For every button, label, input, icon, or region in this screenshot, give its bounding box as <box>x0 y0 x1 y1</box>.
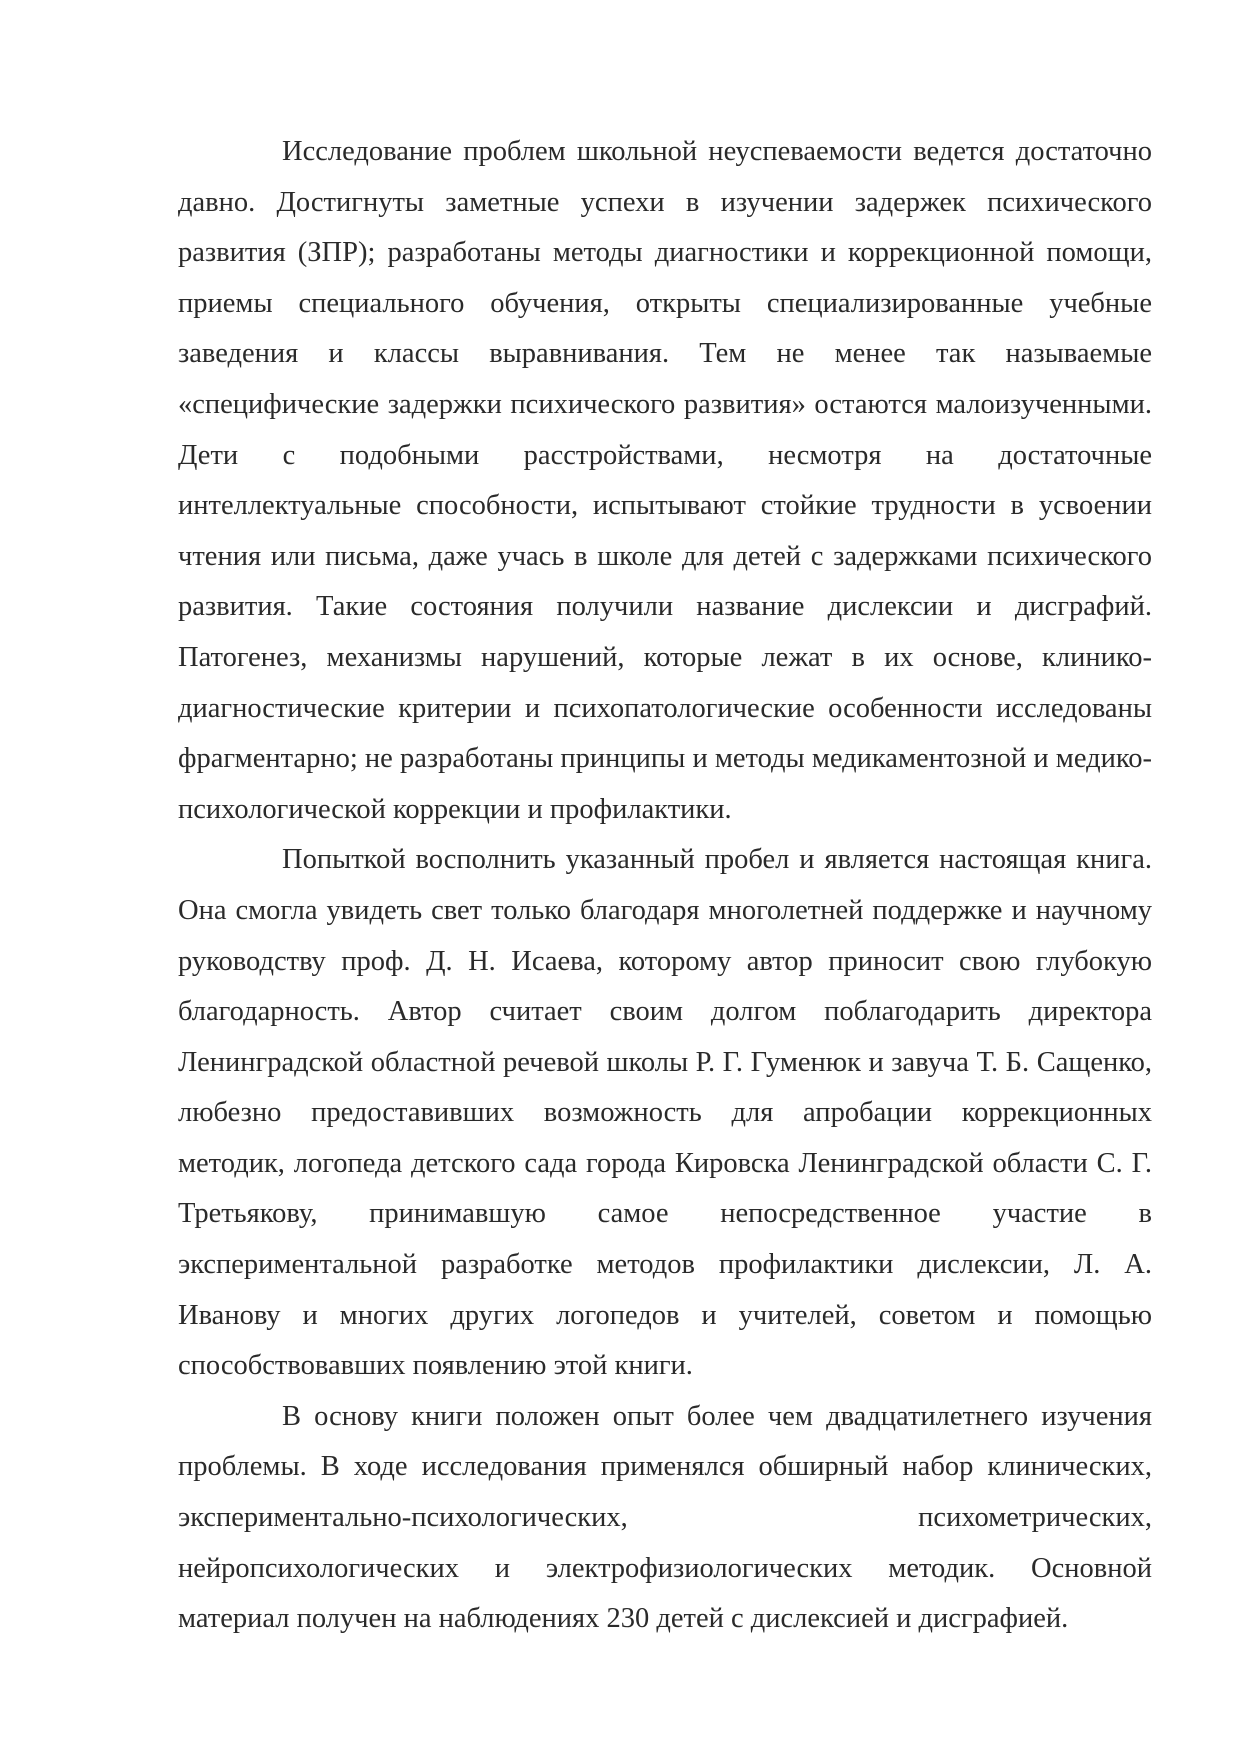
paragraph-2: Попыткой восполнить указанный пробел и является настоящая книга. Она смогла увидеть свет только благодаря многолетней поддержке и научному руководству проф. Д. Н. Исаева, которому автор приносит свою глубокую благодарность. Автор считает своим долгом поблагодарить директора Ленинградской областной речевой школы Р. Г. Гуменюк и завуча Т. Б. Сащенко, любезно предоставивших возможность для апробации коррекционных методик, логопеда детского сада города Кировска Ленинградской области С. Г. Третьякову, принимавшую самое непосредственное участие в экспериментальной разработке методов профилактики дислексии, Л. А. Иванову и многих других логопедов и учителей, советом и помощью способствовавших появлению этой книги. <box>178 844 1152 1382</box>
document-body <box>178 127 1152 1645</box>
paragraph-1: Исследование проблем школьной неуспеваемости ведется достаточно давно. Достигнуты заметные успехи в изучении задержек психического развития (ЗПР); разработаны методы диагностики и коррекционной помощи, приемы специального обучения, открыты специализированные учебные заведения и классы выравнивания. Тем не менее так называемые «специфические задержки психического развития» остаются малоизученными. Дети с подобными расстройствами, несмотря на достаточные интеллектуальные способности, испытывают стойкие трудности в усвоении чтения или письма, даже учась в школе для детей с задержками психического развития. Такие состояния получили название дислексии и дисграфий. Патогенез, механизмы нарушений, которые лежат в их основе, клинико-диагностические критерии и психопатологические особенности исследованы фрагментарно; не разработаны принципы и методы медикаментозной и медико-психологической коррекции и профилактики. <box>178 136 1152 825</box>
paragraph-3: В основу книги положен опыт более чем двадцатилетнего изучения проблемы. В ходе исследования применялся обширный набор клинических, экспериментально-психологических, психометрических, нейропсихологических и электрофизиологических методик. Основной материал получен на наблюдениях 230 детей с дислексией и дисграфией. <box>178 1400 1152 1635</box>
